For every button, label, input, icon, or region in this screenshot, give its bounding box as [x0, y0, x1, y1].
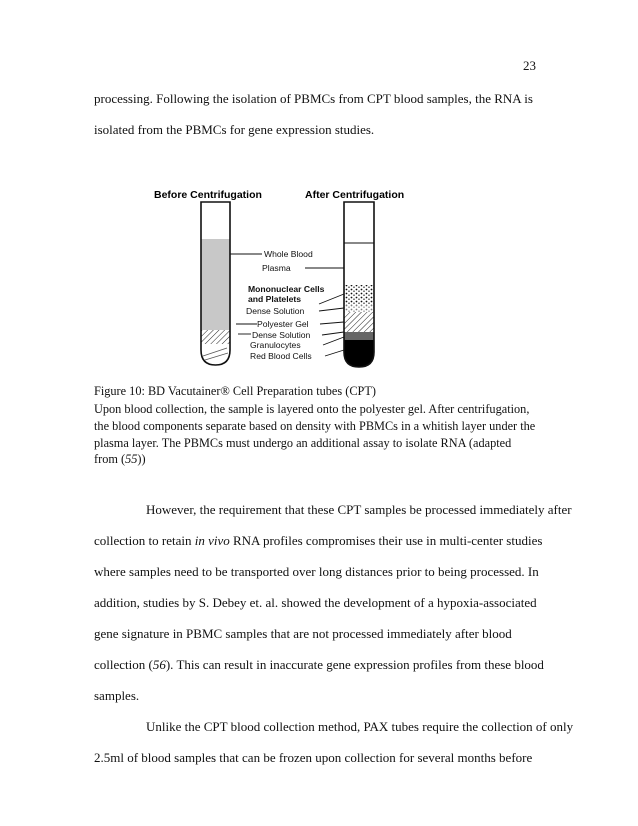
- figure-caption-line-1: Upon blood collection, the sample is layered onto the polyester gel. After centrifugation,: [94, 402, 530, 416]
- plasma-layer: [344, 243, 374, 285]
- figure-caption-line-3: plasma layer. The PBMCs must undergo an additional assay to isolate RNA (adapted: [94, 436, 512, 450]
- label-red-blood-cells: Red Blood Cells: [250, 351, 312, 361]
- label-whole-blood: Whole Blood: [264, 249, 313, 259]
- figure-caption-line-2: the blood components separate based on density with PBMCs in a whitish layer under the: [94, 419, 536, 433]
- body-p1-line-6: [94, 657, 544, 673]
- citation-56: 56: [152, 657, 166, 672]
- figure-caption-line-4: [94, 452, 146, 467]
- page-number: 23: [523, 58, 536, 73]
- label-dense-solution-2: Dense Solution: [252, 330, 311, 340]
- tube-after: [344, 202, 374, 367]
- body-p2-line-2: 2.5ml of blood samples that can be frozen upon collection for several months before: [94, 750, 533, 765]
- intro-line-1: processing. Following the isolation of PBMCs from CPT blood samples, the RNA is: [94, 91, 533, 106]
- intro-line-2: isolated from the PBMCs for gene expression studies.: [94, 122, 375, 137]
- citation-55: 55: [125, 452, 138, 466]
- body-text-segment: ). This can result in inaccurate gene expression profiles from these blood: [165, 657, 544, 672]
- tube-before: [201, 202, 230, 365]
- figure-caption-title: Figure 10: BD Vacutainer® Cell Preparation tubes (CPT): [94, 384, 376, 398]
- body-text-segment: RNA profiles compromises their use in multi-center studies: [229, 533, 543, 548]
- body-p1-line-1: However, the requirement that these CPT samples be processed immediately after: [146, 502, 572, 517]
- body-text-segment: collection (: [94, 657, 153, 672]
- caption-close: )): [137, 452, 146, 466]
- label-polyester-gel: Polyester Gel: [257, 319, 309, 329]
- body-p1-line-4: addition, studies by S. Debey et. al. showed the development of a hypoxia-associated: [94, 595, 537, 610]
- label-mononuclear-2: and Platelets: [248, 294, 302, 304]
- title-before: Before Centrifugation: [154, 189, 262, 201]
- label-granulocytes: Granulocytes: [250, 340, 301, 350]
- granulocytes-layer: [344, 332, 374, 340]
- body-p2-line-1: Unlike the CPT blood collection method, PAX tubes require the collection of only: [146, 719, 574, 734]
- body-p1-line-5: gene signature in PBMC samples that are not processed immediately after blood: [94, 626, 512, 641]
- body-text-segment: collection to retain: [94, 533, 195, 548]
- dense-solution-upper: [344, 305, 374, 312]
- body-p1-line-3: where samples need to be transported over long distances prior to being processed. In: [94, 564, 539, 579]
- caption-from: from (: [94, 452, 126, 466]
- body-p1-line-7: samples.: [94, 688, 140, 703]
- title-after: After Centrifugation: [305, 189, 405, 201]
- label-dense-solution-1: Dense Solution: [246, 306, 305, 316]
- label-mononuclear-1: Mononuclear Cells: [248, 284, 325, 294]
- body-p1-line-2: [94, 533, 542, 549]
- emphasis-in-vivo: in vivo: [194, 533, 230, 548]
- mononuclear-layer: [344, 285, 374, 305]
- gel-layer-before: [201, 330, 230, 344]
- label-plasma: Plasma: [262, 263, 291, 273]
- whole-blood-layer: [201, 239, 230, 330]
- gel-layer-after: [344, 312, 374, 332]
